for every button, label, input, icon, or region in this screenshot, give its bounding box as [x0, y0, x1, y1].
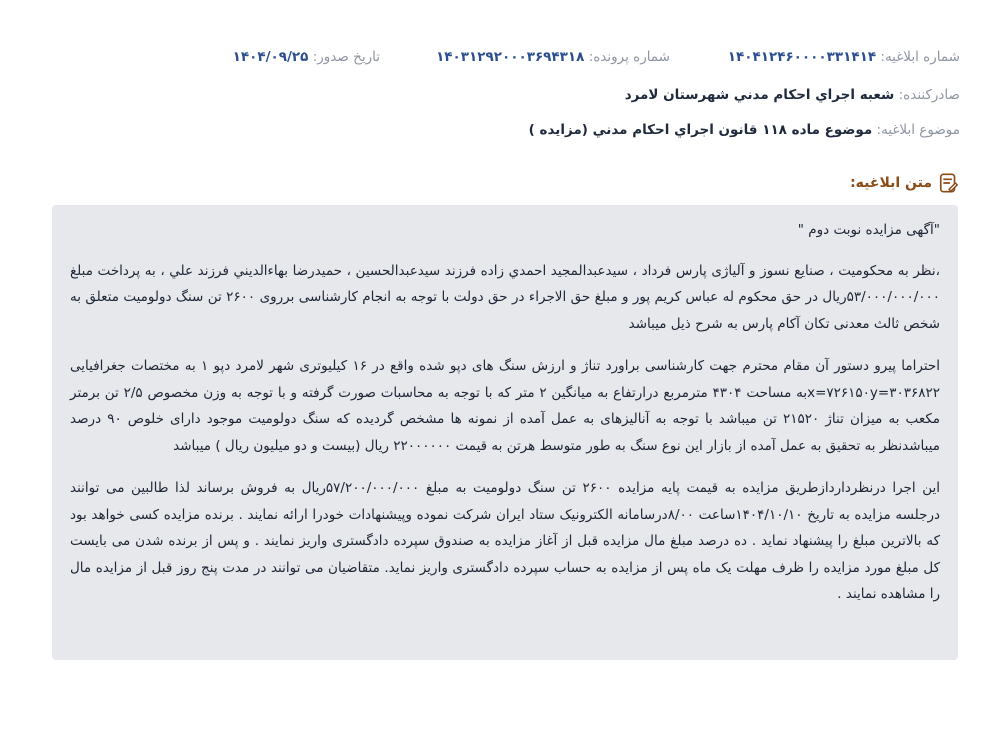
notice-number-label: شماره ابلاغیه:	[880, 49, 960, 65]
case-number-value: ۱۴۰۳۱۲۹۲۰۰۰۳۶۹۴۳۱۸	[436, 49, 585, 65]
issuer-value: شعبه اجراي احكام مدني شهرستان لامرد	[624, 87, 895, 103]
notice-number	[728, 49, 960, 65]
meta-row-issuer	[40, 87, 960, 103]
case-number-label: شماره پرونده:	[588, 49, 670, 65]
issuer-label: صادرکننده:	[898, 87, 960, 103]
notice-paragraph: این اجرا درنظرداردازطریق مزایده به قیمت پایه مزایده ۲۶۰۰ تن سنگ دولومیت به مبلغ ۵۷/۲۰۰/۰۰۰/۰۰۰ريال به فروش برساند لذا طالبین می توانند درجلسه مزایده به تاریخ ۱۴۰۴/۱۰/۱۰ساعت ۸/۰۰درسامانه الکترونیک ستاد ایران شرکت نموده وپیشنهادات خودرا ارائه نمایند . برنده مزایده کسی خواهد بود که بالاترین مبلغ را پیشنهاد نماید . ده درصد مبلغ مال مزایده قبل از آغاز مزایده به صندوق سپرده دادگستری واریز نمایند . و پس از برنده شدن می بایست کل مبلغ مورد مزایده را ظرف مهلت یک ماه پس از مزایده به حساب سپرده دادگستری واریز نماید. متقاضیان می توانند در مدت پنج روز قبل از مزایده مال را مشاهده نمایند .	[70, 480, 941, 602]
notice-paragraph: احتراما پیرو دستور آن مقام محترم جهت کارشناسی براورد تناژ و ارزش سنگ های دپو شده واقع در ۱۶ کیلیوتری شهر لامرد دپو ۱ به مختصات جغرافیایی x=۷۲۶۱۵۰y=۳۰۳۶۸۲۲به مساحت ۴۳۰۴ مترمربع درارتفاع به میانگین ۲ متر که با توجه به محاسبات صورت گرفته و با توجه به وزن مخصوص ۲/۵ تن برمتر مکعب به میزان تناژ ۲۱۵۲۰ تن میباشد با توجه به آنالیزهای به عمل آمده از نمونه ها مشخص گردیده که سنگ دولومیت موجود دارای خلوص ۹۰ درصد میباشدنظر به تحقیق به عمل آمده از بازار این نوع سنگ به طور متوسط هرتن به قیمت ۲۲۰۰۰۰۰۰ ريال (بیست و دو میلیون ریال ) میباشد	[70, 358, 941, 454]
meta-row-subject	[40, 122, 960, 138]
issue-date-label: تاریخ صدور:	[312, 49, 380, 65]
issue-date	[233, 49, 380, 65]
notice-body	[52, 205, 958, 660]
issue-date-value: ۱۴۰۴/۰۹/۲۵	[232, 49, 309, 65]
notice-paragraph: ،نظر به محکومیت ، صنایع نسوز و آلیاژی پارس فرداد ، سیدعبدالمجید احمدي زاده فرزند سیدعبدالحسین ، حمیدرضا بهاءالديني فرزند علي ، به پرداخت مبلغ ۵۳/۰۰۰/۰۰۰/۰۰۰ريال در حق محکوم له عباس کریم پور و مبلغ حق الاجراء در حق دولت با توجه به انجام کارشناسی برروی ۲۶۰۰ تن سنگ دولومیت متعلق به شخص ثالث معدنی تکان آکام پارس به شرح ذیل میباشد	[70, 262, 940, 332]
subject-value: موضوع ماده ۱۱۸ قانون اجراي احكام مدني (مزايده )	[528, 122, 873, 138]
document-text-icon	[938, 172, 960, 194]
case-number	[436, 49, 670, 65]
subject-label: موضوع ابلاغیه:	[876, 122, 960, 138]
section-heading	[850, 172, 960, 194]
notice-heading-paragraph: "آگهی مزایده نوبت دوم "	[797, 222, 940, 238]
notice-number-value: ۱۴۰۴۱۲۴۶۰۰۰۰۳۳۱۴۱۴	[727, 49, 877, 65]
section-title: متن ابلاغیه:	[850, 175, 932, 191]
